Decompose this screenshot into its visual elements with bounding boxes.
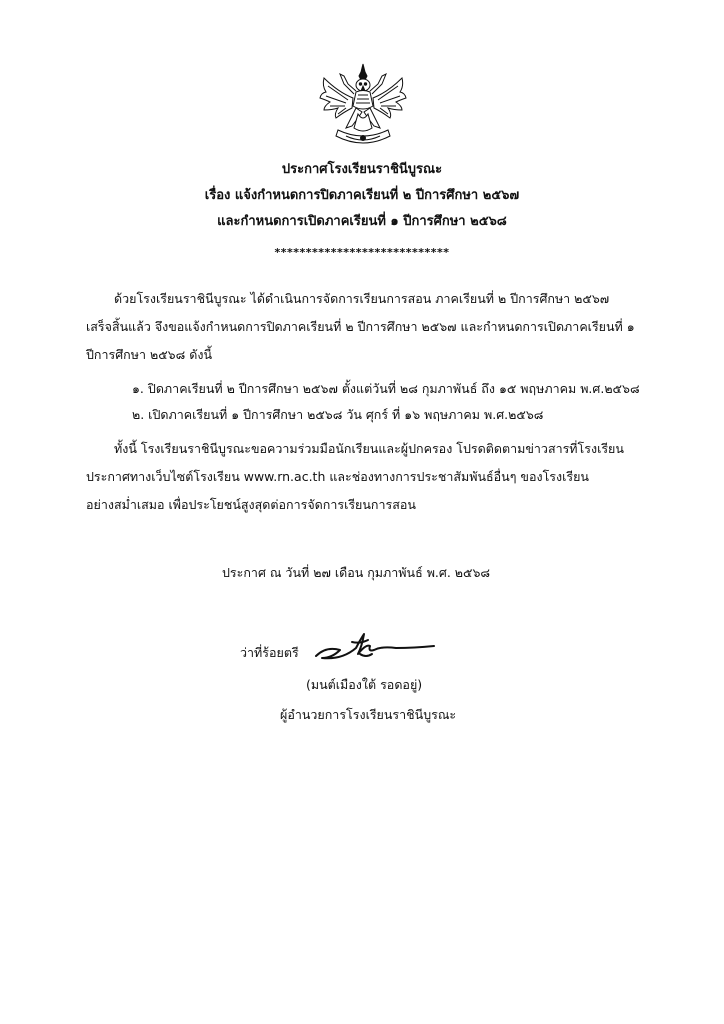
signer-position: ผู้อำนวยการโรงเรียนราชินีบูรณะ (280, 707, 457, 722)
title-separator: **************************** (274, 246, 450, 259)
intro-paragraph-line: เสร็จสิ้นแล้ว จึงขอแจ้งกำหนดการปิดภาคเรียนที่ ๒ ปีการศึกษา ๒๕๖๗ และกำหนดการเปิดภาคเรียนที่ ๑ (86, 319, 635, 334)
intro-paragraph-line: ปีการศึกษา ๒๕๖๘ ดังนี้ (86, 347, 212, 362)
garuda-emblem (318, 62, 408, 150)
announcement-subject-continued: และกำหนดการเปิดภาคเรียนที่ ๑ ปีการศึกษา ๒๕๖๘ (217, 214, 507, 229)
closing-paragraph-line: ทั้งนี้ โรงเรียนราชินีบูรณะขอความร่วมมือนักเรียนและผู้ปกครอง โปรดติดตามข่าวสารที่โรงเรียน (114, 441, 624, 456)
handwritten-signature (312, 628, 438, 664)
closing-paragraph-line: ประกาศทางเว็บไซต์โรงเรียน www.rn.ac.th และช่องทางการประชาสัมพันธ์อื่นๆ ของโรงเรียน (86, 469, 589, 484)
closing-paragraph-line: อย่างสม่ำเสมอ เพื่อประโยชน์สูงสุดต่อการจัดการเรียนการสอน (86, 497, 416, 512)
announcement-date: ประกาศ ณ วันที่ ๒๗ เดือน กุมภาพันธ์ พ.ศ. ๒๕๖๘ (222, 565, 491, 580)
announcement-title: ประกาศโรงเรียนราชินีบูรณะ (281, 162, 443, 177)
signer-rank: ว่าที่ร้อยตรี (240, 645, 299, 660)
signer-name: (มนต์เมืองใต้ รอดอยู่) (306, 677, 423, 692)
announcement-subject: เรื่อง แจ้งกำหนดการปิดภาคเรียนที่ ๒ ปีการศึกษา ๒๕๖๗ (204, 188, 520, 203)
intro-paragraph-line: ด้วยโรงเรียนราชินีบูรณะ ได้ดำเนินการจัดการเรียนการสอน ภาคเรียนที่ ๒ ปีการศึกษา ๒๕๖๗ (114, 291, 610, 306)
schedule-item-closing: ๑. ปิดภาคเรียนที่ ๒ ปีการศึกษา ๒๕๖๗ ตั้งแต่วันที่ ๒๘ กุมภาพันธ์ ถึง ๑๕ พฤษภาคม พ.ศ.๒๕๖๘ (132, 381, 640, 396)
schedule-item-opening: ๒. เปิดภาคเรียนที่ ๑ ปีการศึกษา ๒๕๖๘ วัน ศุกร์ ที่ ๑๖ พฤษภาคม พ.ศ.๒๕๖๘ (132, 407, 544, 422)
